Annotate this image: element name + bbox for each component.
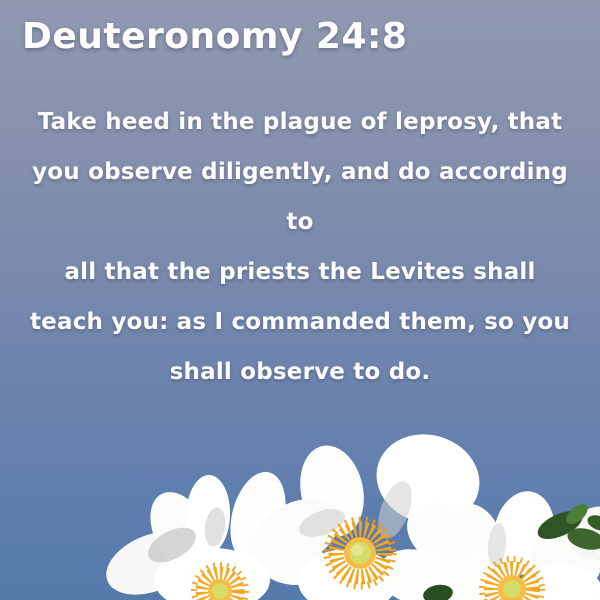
verse-line: all that the priests the Levites shall bbox=[64, 259, 536, 285]
verse-reference: Deuteronomy 24:8 bbox=[22, 16, 408, 57]
verse-line: you observe diligently, and do according to bbox=[32, 159, 568, 235]
anemone-flowers-photo bbox=[0, 415, 600, 600]
verse-line: shall observe to do. bbox=[169, 359, 431, 385]
verse-line: teach you: as I commanded them, so you bbox=[29, 309, 571, 335]
verse-text bbox=[0, 97, 600, 397]
verse-line: Take heed in the plague of leprosy, that bbox=[37, 109, 563, 135]
